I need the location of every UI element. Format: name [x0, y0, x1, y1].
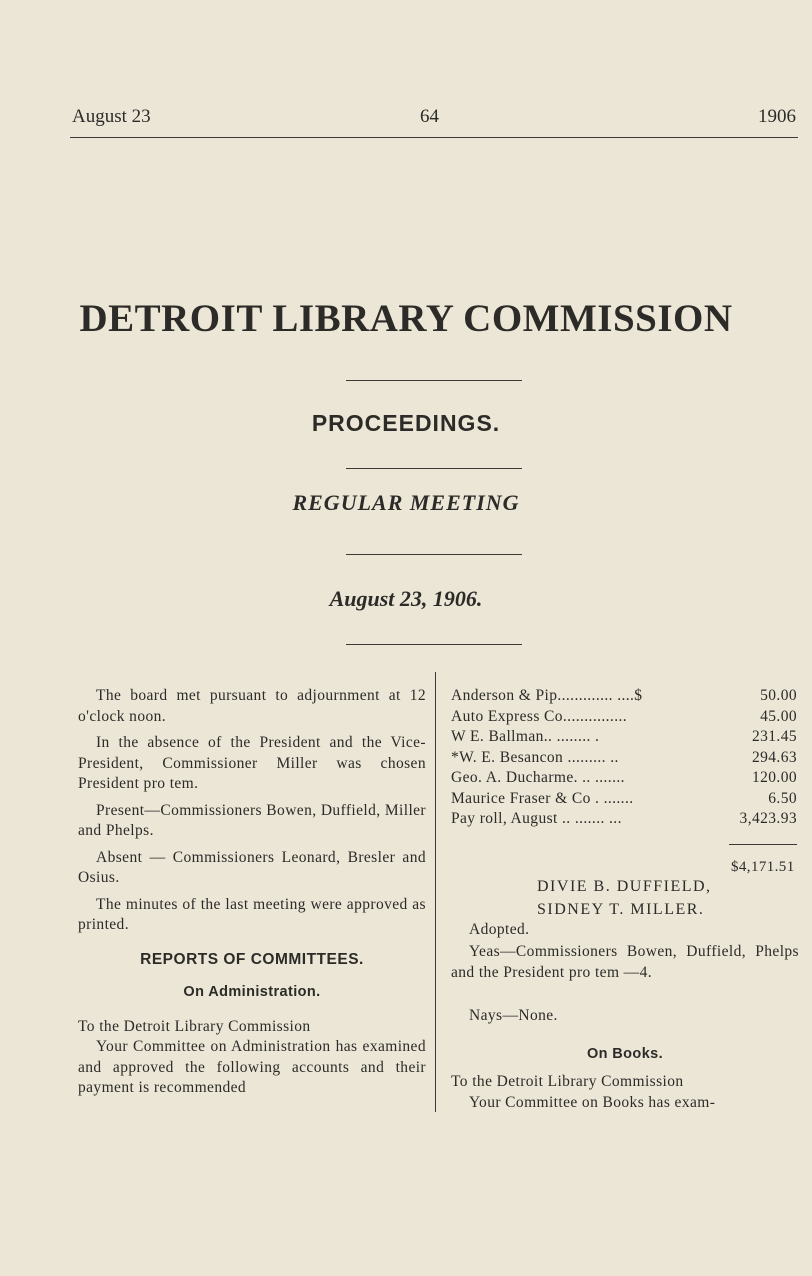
account-name: Anderson & Pip............. ....$	[451, 687, 643, 704]
divider-rule	[346, 468, 522, 469]
account-name: Pay roll, August .. ....... ...	[451, 810, 622, 827]
meeting-date: August 23, 1906.	[329, 586, 483, 611]
header-rule	[70, 137, 798, 138]
section-heading: REPORTS OF COMMITTEES.	[140, 950, 364, 968]
meeting-heading: REGULAR MEETING	[292, 490, 520, 515]
paragraph: The minutes of the last meeting were approved as printed.	[78, 895, 426, 933]
account-name: W E. Ballman.. ........ .	[451, 728, 600, 745]
account-amount: 3,423.93	[739, 810, 797, 827]
accounts-list	[451, 686, 799, 830]
nays-vote: Nays—None.	[469, 1007, 558, 1024]
subsection-heading: On Books.	[586, 1046, 664, 1062]
account-row	[451, 748, 799, 769]
page-title: DETROIT LIBRARY COMMISSION	[79, 297, 733, 340]
account-amount: 231.45	[751, 728, 797, 745]
account-name: Maurice Fraser & Co . .......	[451, 789, 634, 807]
account-amount: 45.00	[760, 707, 797, 725]
account-row	[451, 707, 799, 728]
account-name: Auto Express Co...............	[451, 707, 628, 725]
divider-rule	[346, 554, 522, 555]
account-amount: 120.00	[751, 769, 797, 786]
addressee: To the Detroit Library Commission	[451, 1073, 684, 1090]
divider-rule	[346, 380, 522, 381]
addressee: To the Detroit Library Commission	[78, 1017, 311, 1035]
paragraph: Absent — Commissioners Leonard, Bresler and Osius.	[78, 848, 426, 886]
adopted-note: Adopted.	[469, 921, 530, 938]
yeas-vote: Yeas—Commissioners Bowen, Duffield, Phelps and the President pro tem —4.	[451, 943, 799, 981]
account-row	[451, 686, 799, 707]
total-rule	[729, 844, 797, 845]
account-amount: 50.00	[760, 687, 797, 704]
account-row	[451, 789, 799, 810]
accounts-total: $4,171.51	[731, 859, 795, 875]
account-name: Geo. A. Ducharme. .. .......	[451, 769, 625, 786]
column-divider	[435, 672, 436, 1112]
running-header	[72, 106, 796, 134]
paragraph: Your Committee on Books has exam-	[469, 1094, 716, 1111]
signature-line: SIDNEY T. MILLER.	[537, 901, 705, 918]
account-name: *W. E. Besancon ......... ..	[451, 748, 619, 766]
right-column	[451, 686, 799, 1111]
paragraph: In the absence of the President and the Vice-President, Commissioner Miller was chosen President pro tem.	[78, 734, 426, 792]
divider-rule	[346, 644, 522, 645]
paragraph: Present—Commissioners Bowen, Duffield, Miller and Phelps.	[78, 801, 426, 839]
page-number: 64	[420, 106, 439, 127]
account-row	[451, 809, 799, 830]
left-column	[78, 686, 426, 1105]
header-date: August 23	[72, 106, 151, 127]
proceedings-heading: PROCEEDINGS.	[311, 410, 501, 436]
paragraph: The board met pursuant to adjournment at 12 o'clock noon.	[78, 687, 426, 725]
account-row	[451, 727, 799, 748]
account-amount: 294.63	[751, 748, 797, 766]
subsection-heading: On Administration.	[183, 984, 321, 1000]
account-amount: 6.50	[768, 789, 797, 807]
account-row	[451, 768, 799, 789]
paragraph: Your Committee on Administration has examined and approved the following accounts and their payment is recommended	[78, 1038, 426, 1096]
signature-line: DIVIE B. DUFFIELD,	[537, 878, 712, 895]
header-year: 1906	[758, 106, 796, 127]
